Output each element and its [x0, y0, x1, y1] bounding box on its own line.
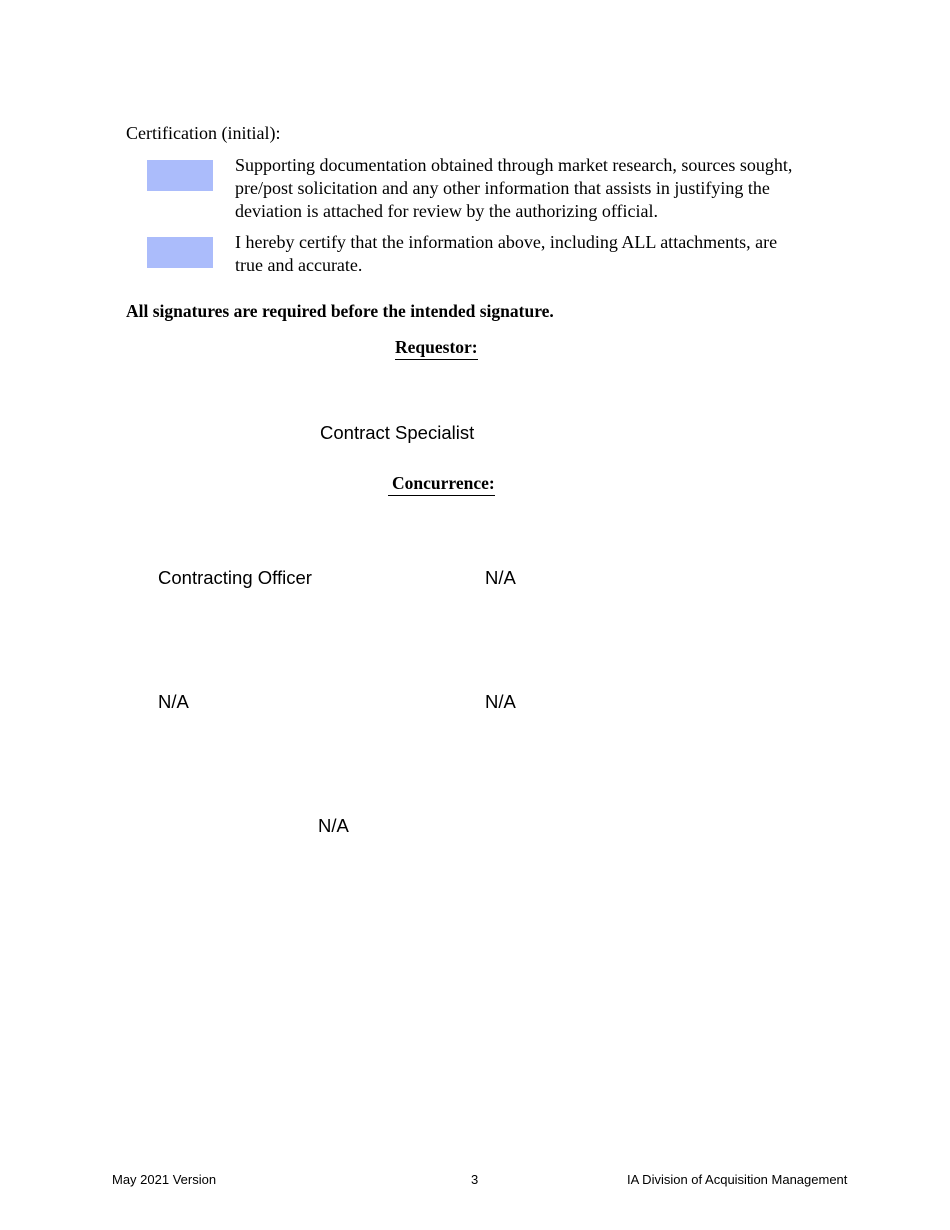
certification-heading: Certification (initial):: [126, 123, 281, 143]
certification-statement-1: Supporting documentation obtained through market research, sources sought, pre/post solicitation and any other information that assists in justifying the deviation is attached for review by the authorizing official.: [235, 155, 793, 221]
certification-initial-field-2[interactable]: [147, 237, 213, 268]
concurrence-role-label: N/A: [318, 815, 349, 836]
requestor-heading: Requestor:: [395, 336, 478, 360]
concurrence-heading: Concurrence:: [388, 472, 495, 496]
concurrence-role-label: N/A: [485, 567, 516, 588]
requestor-role-label: Contract Specialist: [320, 422, 475, 443]
certification-initial-field-1[interactable]: [147, 160, 213, 191]
footer-version: May 2021 Version: [112, 1172, 217, 1187]
concurrence-role-label: N/A: [485, 691, 516, 712]
certification-statement-2: I hereby certify that the information above, including ALL attachments, are true and accurate.: [235, 232, 778, 275]
signature-notice: All signatures are required before the intended signature.: [126, 301, 554, 321]
concurrence-role-label: N/A: [158, 691, 189, 712]
concurrence-role-label: Contracting Officer: [158, 567, 312, 588]
footer-page-number: 3: [471, 1172, 479, 1187]
footer-division: IA Division of Acquisition Management: [627, 1172, 848, 1187]
